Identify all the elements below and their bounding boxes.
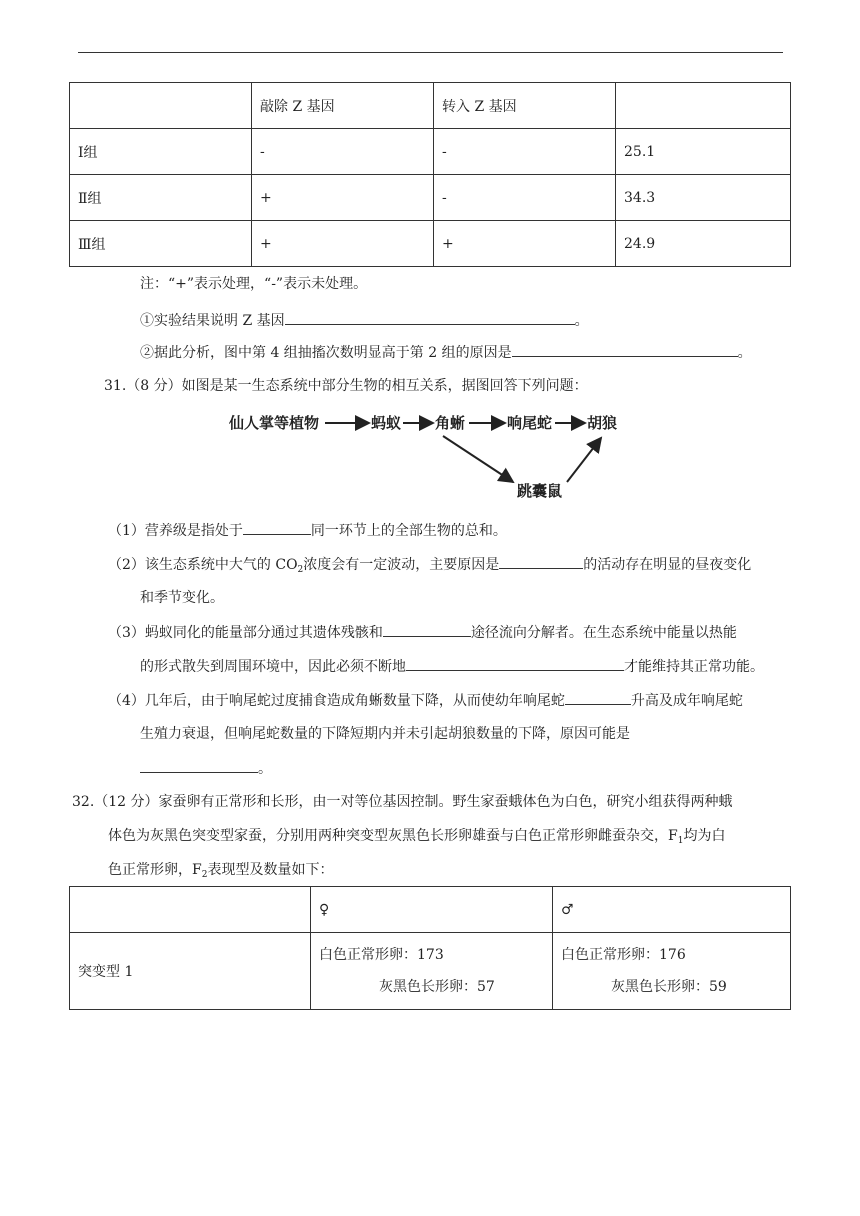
table-header-cell	[70, 887, 311, 933]
q31-part-2-line-2: 和季节变化。	[140, 590, 224, 606]
table-header-cell	[616, 83, 791, 129]
experiment-table	[69, 82, 791, 267]
table-cell: -	[434, 175, 616, 221]
q30-item-1	[140, 310, 589, 331]
node-jackal: 胡狼	[587, 414, 618, 432]
node-plants: 仙人掌等植物	[229, 414, 320, 432]
table-header-cell: 转入 Z 基因	[434, 83, 616, 129]
q31-part-1	[108, 520, 507, 541]
q31-part-4-line-3	[140, 758, 272, 779]
table-header-cell	[70, 83, 252, 129]
q31-part-2	[108, 554, 751, 580]
q32-line-2-text: 体色为灰黑色突变型家蚕，分别用两种突变型灰黑色长形卵雄蚕与白色正常形卵雌蚕杂交，F	[108, 828, 678, 844]
q31-part-4-text: （4）几年后，由于响尾蛇过度捕食造成角蜥数量下降，从而使幼年响尾蛇	[108, 693, 565, 709]
answer-blank[interactable]	[243, 520, 311, 535]
table-row	[70, 933, 791, 1010]
q31-part-3-line-2	[140, 656, 764, 677]
arrow-lizard-kangaroo-rat	[443, 436, 513, 482]
table-header-row	[70, 83, 791, 129]
q30-item-1-text: ①实验结果说明 Z 基因	[140, 313, 285, 329]
answer-blank[interactable]	[512, 342, 738, 357]
q32-line-2	[108, 826, 725, 851]
arrow-kangaroo-rat-jackal	[567, 438, 601, 482]
table-cell	[553, 933, 791, 1010]
q31-part-3	[108, 622, 737, 643]
table-cell: 24.9	[616, 221, 791, 267]
node-kangaroo-rat: 跳囊鼠	[517, 482, 563, 500]
q31-part-1-text: （1）营养级是指处于	[108, 523, 243, 539]
q31-title: 31.（8 分）如图是某一生态系统中部分生物的相互关系，据图回答下列问题：	[104, 378, 588, 394]
answer-blank[interactable]	[499, 554, 583, 569]
table-cell: Ⅰ组	[70, 129, 252, 175]
answer-blank[interactable]	[285, 310, 575, 325]
q32-line-1: 32.（12 分）家蚕卵有正常形和长形，由一对等位基因控制。野生家蚕蛾体色为白色，研究小组获得两种蛾	[72, 794, 733, 810]
male-result-2: 灰黑色长形卵：59	[611, 979, 727, 995]
table-header-row	[70, 887, 791, 933]
table-cell: +	[252, 221, 434, 267]
female-result-2: 灰黑色长形卵：57	[379, 979, 495, 995]
q31-part-4-line-2: 生殖力衰退，但响尾蛇数量的下降短期内并未引起胡狼数量的下降，原因可能是	[140, 726, 630, 742]
table-header-cell: ♀	[311, 887, 553, 933]
q30-item-1-end: 。	[574, 313, 589, 329]
table-cell: 34.3	[616, 175, 791, 221]
table-cell: 突变型 1	[70, 933, 311, 1010]
table-cell: -	[434, 129, 616, 175]
q30-item-2-end: 。	[737, 345, 752, 361]
q31-part-2-text: （2）该生态系统中大气的 CO	[108, 557, 298, 573]
food-web-diagram	[229, 404, 649, 504]
node-ant: 蚂蚁	[371, 414, 402, 432]
table-row	[70, 129, 791, 175]
table-cell: Ⅱ组	[70, 175, 252, 221]
table-cell: +	[252, 175, 434, 221]
q31-part-4	[108, 690, 743, 711]
q31-part-3-text: （3）蚂蚁同化的能量部分通过其遗体残骸和	[108, 625, 383, 641]
q31-part-2-mid: 浓度会有一定波动，主要原因是	[303, 557, 500, 573]
node-rattlesnake: 响尾蛇	[507, 414, 553, 432]
table-cell	[311, 933, 553, 1010]
silkworm-table	[69, 886, 791, 1010]
q31-part-4-end: 升高及成年响尾蛇	[630, 693, 743, 709]
q31-part-1-end: 同一环节上的全部生物的总和。	[310, 523, 507, 539]
q31-part-3-line-2-end: 才能维持其正常功能。	[624, 659, 764, 675]
q32-line-3	[108, 860, 333, 885]
answer-blank[interactable]	[383, 622, 471, 637]
answer-blank[interactable]	[565, 690, 631, 705]
table-note: 注：“+”表示处理，“-”表示未处理。	[140, 276, 368, 292]
table-header-cell: ♂	[553, 887, 791, 933]
q31-part-4-line-3-end: 。	[258, 761, 272, 777]
table-header-cell: 敲除 Z 基因	[252, 83, 434, 129]
table-cell: +	[434, 221, 616, 267]
q31-part-3-line-2-text: 的形式散失到周围环境中，因此必须不断地	[140, 659, 406, 675]
table-cell: Ⅲ组	[70, 221, 252, 267]
male-result-1: 白色正常形卵：176	[561, 947, 686, 963]
subscript: 2	[201, 870, 208, 880]
table-cell: 25.1	[616, 129, 791, 175]
q32-line-3-text: 色正常形卵，F	[108, 862, 202, 878]
q31-part-3-end: 途径流向分解者。在生态系统中能量以热能	[470, 625, 737, 641]
node-lizard: 角蜥	[435, 414, 466, 432]
header-rule	[78, 52, 783, 53]
answer-blank[interactable]	[406, 656, 624, 671]
q31-part-2-end: 的活动存在明显的昼夜变化	[583, 557, 752, 573]
female-result-1: 白色正常形卵：173	[319, 947, 444, 963]
answer-blank[interactable]	[140, 758, 258, 773]
q32-line-3-end: 表现型及数量如下：	[207, 862, 334, 878]
q30-item-2	[140, 342, 752, 363]
q32-line-2-end: 均为白	[683, 828, 726, 844]
table-cell: -	[252, 129, 434, 175]
subscript: 2	[297, 565, 304, 575]
table-row	[70, 175, 791, 221]
subscript: 1	[677, 836, 684, 846]
q30-item-2-text: ②据此分析，图中第 4 组抽搐次数明显高于第 2 组的原因是	[140, 345, 512, 361]
table-row	[70, 221, 791, 267]
